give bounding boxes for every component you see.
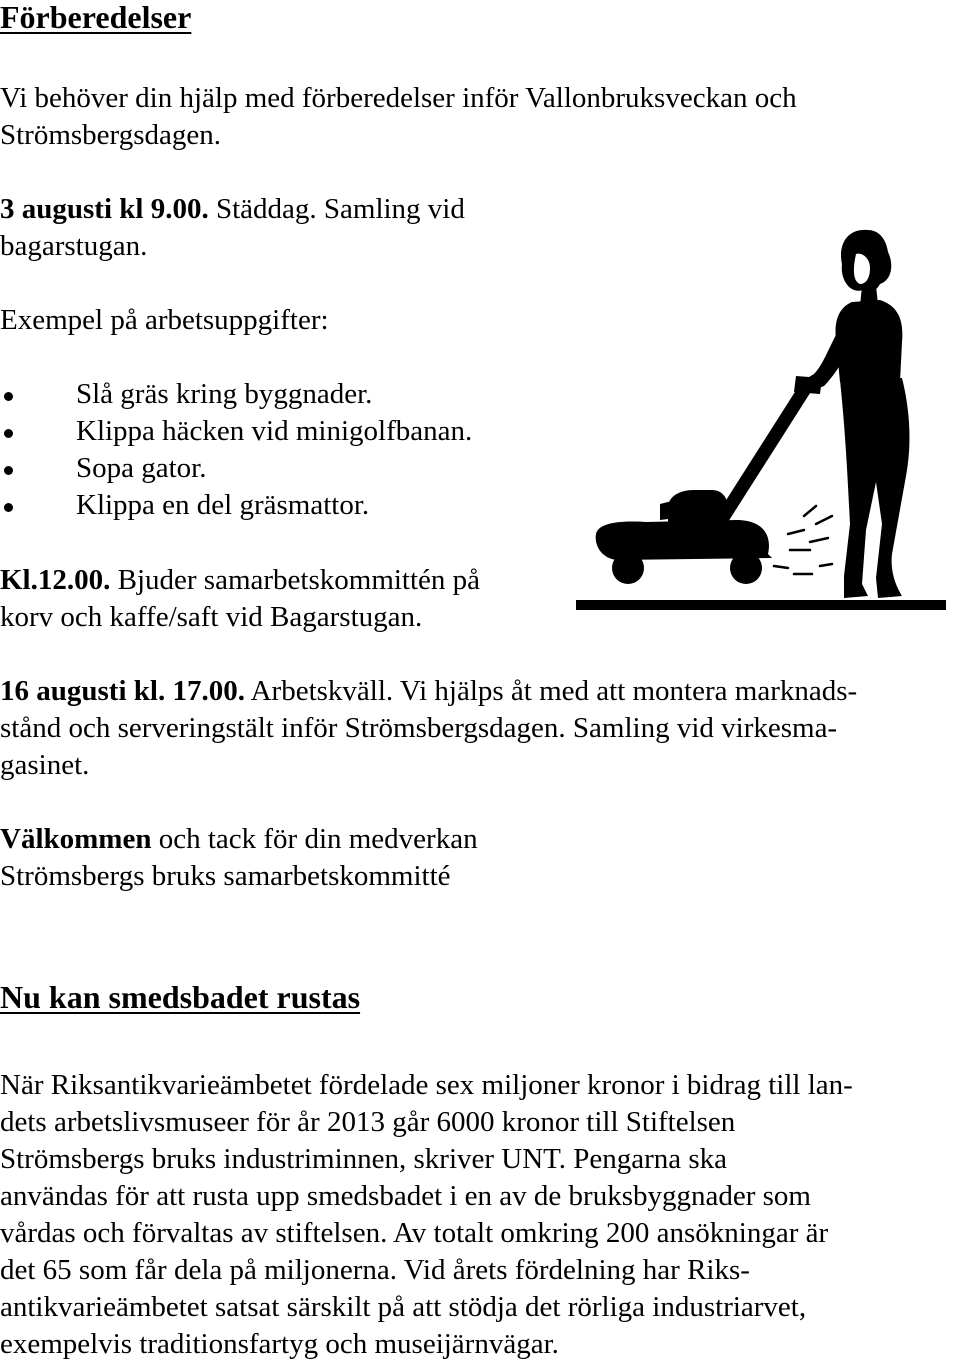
- examples-label: Exempel på arbetsuppgifter:: [0, 304, 329, 336]
- intro-line-1: Vi behöver din hjälp med förberedelser inför Vallonbruksveckan och: [0, 82, 797, 114]
- woman-mowing-lawn-icon: [576, 224, 946, 616]
- welcome-word: Välkommen: [0, 823, 152, 855]
- work-evening-line-3: gasinet.: [0, 749, 90, 781]
- cleanup-day-line-2: bagarstugan.: [0, 230, 148, 262]
- lunch-line-2: korv och kaffe/saft vid Bagarstugan.: [0, 601, 423, 633]
- cleanup-day-line-1: [0, 191, 465, 228]
- bullet-icon: [4, 466, 13, 475]
- work-evening-date: 16 augusti kl. 17.00.: [0, 675, 245, 707]
- article-line: exempelvis traditionsfartyg och museijärnvägar.: [0, 1328, 559, 1360]
- bullet-icon: [4, 429, 13, 438]
- cleanup-date: 3 augusti kl 9.00.: [0, 193, 209, 225]
- heading-smedsbadet: Nu kan smedsbadet rustas: [0, 979, 361, 1015]
- work-evening-line-2: stånd och serveringstält inför Strömsbergsdagen. Samling vid virkesma-: [0, 712, 838, 744]
- heading-forberedelser: Förberedelser: [0, 0, 192, 35]
- welcome-line: [0, 821, 478, 858]
- bullet-icon: [4, 503, 13, 512]
- article-line: När Riksantikvarieämbetet fördelade sex miljoner kronor i bidrag till lan-: [0, 1069, 853, 1101]
- task-text: Klippa häcken vid minigolfbanan.: [76, 415, 473, 447]
- article-line: användas för att rusta upp smedsbadet i en av de bruksbyggnader som: [0, 1180, 811, 1212]
- list-item: [0, 376, 472, 413]
- task-list: [0, 376, 472, 524]
- article-line: det 65 som får dela på miljonerna. Vid årets fördelning har Riks-: [0, 1254, 750, 1286]
- work-evening-line-1: [0, 673, 857, 710]
- lunch-time: Kl.12.00.: [0, 564, 111, 596]
- article-line: Strömsbergs bruks industriminnen, skriver UNT. Pengarna ska: [0, 1143, 728, 1175]
- intro-line-2: Strömsbergsdagen.: [0, 119, 221, 151]
- article-line: antikvarieämbetet satsat särskilt på att stödja det rörliga industriarvet,: [0, 1291, 807, 1323]
- cleanup-text: Städdag. Samling vid: [208, 193, 465, 225]
- article-line: dets arbetslivsmuseer för år 2013 går 6000 kronor till Stiftelsen: [0, 1106, 736, 1138]
- welcome-text: och tack för din medverkan: [151, 823, 478, 855]
- task-text: Klippa en del gräsmattor.: [76, 489, 370, 521]
- signature: Strömsbergs bruks samarbetskommitté: [0, 860, 451, 892]
- task-text: Slå gräs kring byggnader.: [76, 378, 373, 410]
- lunch-text: Bjuder samarbetskommittén på: [110, 564, 481, 596]
- work-evening-text: Arbetskväll. Vi hjälps åt med att montera marknads-: [244, 675, 858, 707]
- task-text: Sopa gator.: [76, 452, 207, 484]
- list-item: [0, 487, 472, 524]
- list-item: [0, 413, 472, 450]
- list-item: [0, 450, 472, 487]
- lunch-line-1: [0, 562, 480, 599]
- article-line: vårdas och förvaltas av stiftelsen. Av totalt omkring 200 ansökningar är: [0, 1217, 829, 1249]
- bullet-icon: [4, 392, 13, 401]
